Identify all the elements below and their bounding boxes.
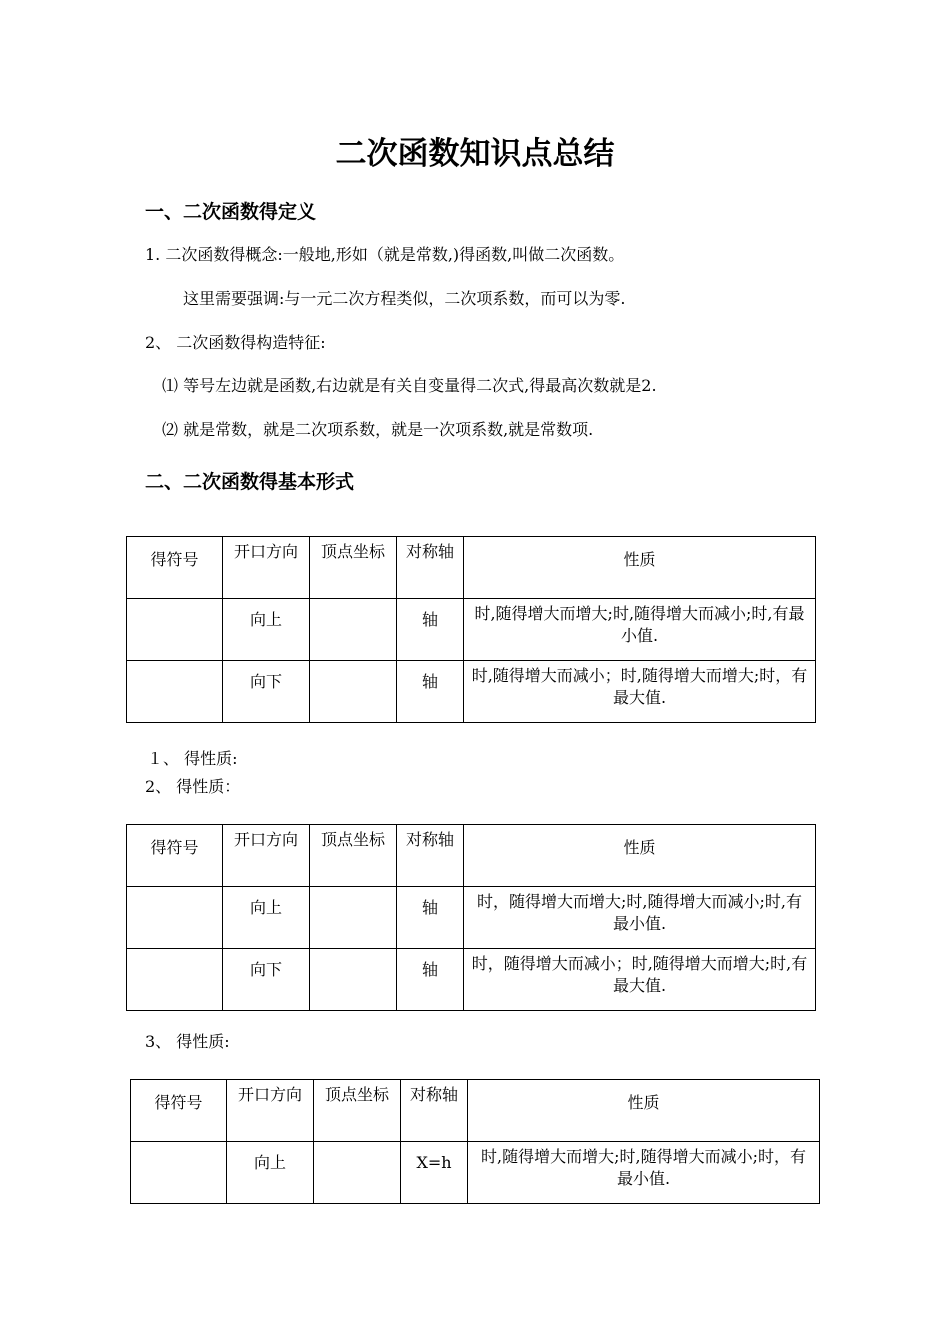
header-vertex: 顶点坐标 — [310, 825, 397, 887]
paragraph-item-2: ⑵ 就是常数，就是二次项系数，就是一次项系数,就是常数项. — [162, 420, 594, 439]
cell-opening: 向下 — [223, 661, 310, 723]
cell-properties: 时，随得增大而增大;时,随得增大而减小;时,有最小值. — [464, 887, 816, 949]
properties-table-2 — [126, 824, 816, 1011]
header-properties: 性质 — [464, 537, 816, 599]
header-properties: 性质 — [464, 825, 816, 887]
cell-vertex — [314, 1142, 401, 1204]
table-row — [127, 949, 816, 1011]
table-row — [131, 1142, 820, 1204]
cell-properties: 时,随得增大而增大;时,随得增大而减小;时，有最小值. — [468, 1142, 820, 1204]
header-axis: 对称轴 — [397, 537, 464, 599]
header-vertex: 顶点坐标 — [310, 537, 397, 599]
header-sign: 得符号 — [127, 537, 223, 599]
header-axis: 对称轴 — [397, 825, 464, 887]
properties-table-1 — [126, 536, 816, 723]
cell-vertex — [310, 887, 397, 949]
table-header-row — [131, 1080, 820, 1142]
cell-opening: 向上 — [223, 599, 310, 661]
cell-axis: 轴 — [397, 661, 464, 723]
cell-opening: 向下 — [223, 949, 310, 1011]
cell-axis: 轴 — [397, 887, 464, 949]
cell-sign — [131, 1142, 227, 1204]
cell-vertex — [310, 599, 397, 661]
table-row — [127, 599, 816, 661]
cell-sign — [127, 887, 223, 949]
header-vertex: 顶点坐标 — [314, 1080, 401, 1142]
cell-properties: 时,随得增大而减小；时,随得增大而增大;时，有最大值. — [464, 661, 816, 723]
page-title: 二次函数知识点总结 — [335, 136, 615, 172]
paragraph-concept: 1. 二次函数得概念:一般地,形如（就是常数,)得函数,叫做二次函数。 — [145, 245, 625, 264]
cell-sign — [127, 599, 223, 661]
properties-table-3 — [130, 1079, 820, 1204]
cell-sign — [127, 661, 223, 723]
cell-axis: X=h — [401, 1142, 468, 1204]
cell-properties: 时，随得增大而减小；时,随得增大而增大;时,有最大值. — [464, 949, 816, 1011]
label-form-3: 3、 得性质: — [145, 1032, 230, 1051]
paragraph-item-1: ⑴ 等号左边就是函数,右边就是有关自变量得二次式,得最高次数就是2. — [162, 376, 657, 395]
paragraph-emphasis: 这里需要强调:与一元二次方程类似，二次项系数，而可以为零. — [183, 289, 626, 308]
cell-axis: 轴 — [397, 949, 464, 1011]
header-opening: 开口方向 — [227, 1080, 314, 1142]
header-axis: 对称轴 — [401, 1080, 468, 1142]
header-sign: 得符号 — [131, 1080, 227, 1142]
header-sign: 得符号 — [127, 825, 223, 887]
table-header-row — [127, 825, 816, 887]
cell-properties: 时,随得增大而增大;时,随得增大而减小;时,有最小值. — [464, 599, 816, 661]
table-row — [127, 887, 816, 949]
cell-vertex — [310, 949, 397, 1011]
label-form-2: 2、 得性质： — [145, 777, 241, 796]
cell-sign — [127, 949, 223, 1011]
header-opening: 开口方向 — [223, 537, 310, 599]
cell-axis: 轴 — [397, 599, 464, 661]
table-row — [127, 661, 816, 723]
section-heading-basic-forms: 二、二次函数得基本形式 — [145, 471, 355, 493]
section-heading-definition: 一、二次函数得定义 — [145, 201, 317, 223]
table-header-row — [127, 537, 816, 599]
paragraph-structure: 2、 二次函数得构造特征: — [145, 333, 326, 352]
cell-opening: 向上 — [223, 887, 310, 949]
cell-opening: 向上 — [227, 1142, 314, 1204]
cell-vertex — [310, 661, 397, 723]
header-opening: 开口方向 — [223, 825, 310, 887]
label-form-1: １、 得性质: — [147, 749, 238, 768]
header-properties: 性质 — [468, 1080, 820, 1142]
